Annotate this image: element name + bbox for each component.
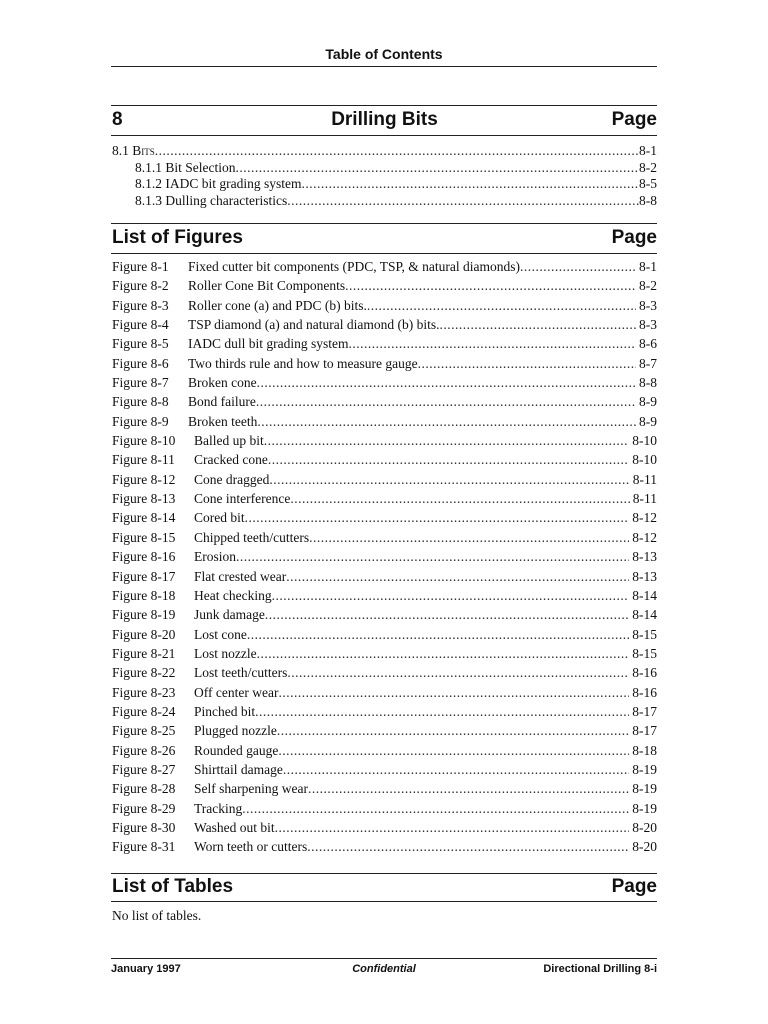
- figure-leader-dots: [309, 530, 629, 546]
- chapter-top-rule: [111, 105, 657, 106]
- figure-page: 8-20: [632, 819, 657, 835]
- figure-leader-dots: [264, 433, 630, 449]
- footer-confidential: Confidential: [352, 963, 416, 975]
- figure-title: Bond failure: [188, 394, 256, 410]
- footer-page: Directional Drilling 8-i: [543, 963, 657, 975]
- figure-leader-dots: [520, 259, 636, 275]
- figure-number: Figure 8-4: [112, 317, 169, 333]
- figure-page: 8-12: [632, 529, 657, 545]
- figure-title: Rounded gauge: [194, 742, 279, 758]
- figure-page: 8-8: [639, 375, 657, 391]
- figure-entry[interactable]: [112, 685, 657, 704]
- figure-leader-dots: [272, 588, 630, 604]
- figure-number: Figure 8-23: [112, 684, 176, 700]
- figure-entry[interactable]: [112, 781, 657, 800]
- figures-list: [112, 259, 657, 859]
- figure-leader-dots: [439, 317, 636, 333]
- figure-leader-dots: [308, 781, 629, 797]
- figure-page: 8-11: [632, 471, 657, 487]
- figure-page: 8-16: [632, 684, 657, 700]
- figure-leader-dots: [418, 356, 636, 372]
- figure-page: 8-3: [639, 317, 657, 333]
- figure-page: 8-17: [632, 723, 657, 739]
- figure-page: 8-6: [639, 336, 657, 352]
- figure-title: Flat crested wear: [194, 568, 287, 584]
- figure-entry[interactable]: [112, 317, 657, 336]
- figure-entry[interactable]: [112, 743, 657, 762]
- figure-number: Figure 8-29: [112, 800, 176, 816]
- figure-entry[interactable]: [112, 665, 657, 684]
- toc-entry-label: 8.1 Bits: [112, 143, 155, 158]
- footer-rule: [111, 958, 657, 959]
- figure-number: Figure 8-7: [112, 375, 169, 391]
- figure-leader-dots: [236, 549, 629, 565]
- figure-title: Junk damage: [194, 607, 265, 623]
- figure-title: Cored bit: [194, 510, 245, 526]
- figure-leader-dots: [277, 723, 629, 739]
- figure-number: Figure 8-8: [112, 394, 169, 410]
- figure-leader-dots: [256, 394, 636, 410]
- figure-title: Balled up bit: [194, 433, 264, 449]
- figure-page: 8-13: [632, 549, 657, 565]
- toc-entry[interactable]: [112, 193, 657, 210]
- figure-page: 8-7: [639, 355, 657, 371]
- figure-title: Cone dragged: [194, 471, 270, 487]
- figure-entry[interactable]: [112, 646, 657, 665]
- figure-number: Figure 8-1: [112, 259, 169, 274]
- figure-entry[interactable]: [112, 375, 657, 394]
- figure-number: Figure 8-24: [112, 703, 176, 719]
- figure-page: 8-2: [639, 278, 657, 294]
- figure-page: 8-18: [632, 742, 657, 758]
- tables-note: No list of tables.: [112, 908, 202, 923]
- figure-number: Figure 8-22: [112, 665, 176, 681]
- figure-title: Broken teeth: [188, 413, 258, 429]
- figure-page: 8-19: [632, 761, 657, 777]
- footer-date: January 1997: [111, 963, 181, 975]
- figure-title: IADC dull bit grading system: [188, 336, 349, 352]
- figure-page: 8-19: [632, 800, 657, 816]
- figure-leader-dots: [268, 452, 629, 468]
- figure-leader-dots: [257, 646, 630, 662]
- tables-page-label: Page: [611, 876, 657, 897]
- figure-entry[interactable]: [112, 298, 657, 317]
- toc-entry[interactable]: [112, 176, 657, 193]
- figure-leader-dots: [278, 743, 629, 759]
- figure-title: Pinched bit: [194, 703, 256, 719]
- figure-page: 8-15: [632, 645, 657, 661]
- figure-page: 8-9: [639, 394, 657, 410]
- figure-page: 8-20: [632, 839, 657, 855]
- figure-number: Figure 8-10: [112, 433, 176, 449]
- toc-entry-page: 8-5: [639, 176, 657, 191]
- figure-page: 8-14: [632, 587, 657, 603]
- figure-number: Figure 8-28: [112, 781, 176, 797]
- toc-entry-page: 8-8: [639, 192, 657, 208]
- tables-top-rule: [111, 873, 657, 874]
- figure-title: TSP diamond (a) and natural diamond (b) bits.: [188, 317, 440, 333]
- figure-entry[interactable]: [112, 433, 657, 452]
- figure-leader-dots: [247, 627, 629, 643]
- chapter-bottom-rule: [111, 135, 657, 136]
- figure-title: Worn teeth or cutters: [194, 839, 308, 855]
- figure-entry[interactable]: [112, 704, 657, 723]
- figure-page: 8-10: [632, 452, 657, 468]
- figure-title: Plugged nozzle: [194, 723, 277, 739]
- figure-number: Figure 8-13: [112, 491, 176, 507]
- figure-page: 8-14: [632, 607, 657, 623]
- figure-title: Washed out bit: [194, 819, 275, 835]
- chapter-number: 8: [112, 109, 123, 130]
- figure-entry[interactable]: [112, 839, 657, 858]
- chapter-title: Drilling Bits: [331, 109, 438, 130]
- figure-title: Cone interference: [194, 491, 291, 507]
- figure-leader-dots: [255, 704, 629, 720]
- toc-leader-dots: [236, 160, 640, 176]
- figure-entry[interactable]: [112, 356, 657, 375]
- figure-entry[interactable]: [112, 607, 657, 626]
- figure-number: Figure 8-20: [112, 626, 176, 642]
- figure-leader-dots: [290, 491, 629, 507]
- figures-bottom-rule: [111, 253, 657, 254]
- figure-entry[interactable]: [112, 530, 657, 549]
- figure-entry[interactable]: [112, 452, 657, 471]
- figure-title: Cracked cone: [194, 452, 268, 468]
- figure-page: 8-3: [639, 297, 657, 313]
- figure-title: Two thirds rule and how to measure gauge: [188, 355, 418, 371]
- figure-entry[interactable]: [112, 278, 657, 297]
- figure-entry[interactable]: [112, 723, 657, 742]
- tables-bottom-rule: [111, 901, 657, 902]
- figure-page: 8-17: [632, 703, 657, 719]
- figure-number: Figure 8-30: [112, 819, 176, 835]
- figure-number: Figure 8-27: [112, 761, 176, 777]
- figure-title: Roller cone (a) and PDC (b) bits.: [188, 297, 367, 313]
- figure-entry[interactable]: [112, 801, 657, 820]
- figure-title: Off center wear: [194, 684, 279, 700]
- figure-number: Figure 8-5: [112, 336, 169, 352]
- figure-page: 8-12: [632, 510, 657, 526]
- figure-title: Chipped teeth/cutters: [194, 529, 310, 545]
- figure-title: Self sharpening wear: [194, 781, 308, 797]
- figure-entry[interactable]: [112, 549, 657, 568]
- figure-entry[interactable]: [112, 820, 657, 839]
- figure-page: 8-15: [632, 626, 657, 642]
- figure-title: Lost teeth/cutters: [194, 665, 288, 681]
- figure-number: Figure 8-19: [112, 607, 176, 623]
- figures-title: List of Figures: [112, 227, 243, 248]
- figure-entry[interactable]: [112, 588, 657, 607]
- figure-title: Broken cone: [188, 375, 257, 391]
- figure-leader-dots: [245, 510, 630, 526]
- figures-top-rule: [111, 223, 657, 224]
- toc-entry-page: 8-2: [639, 159, 657, 175]
- toc-entry-label: 8.1.1 Bit Selection: [135, 159, 236, 175]
- figure-leader-dots: [287, 665, 629, 681]
- figure-number: Figure 8-15: [112, 529, 176, 545]
- toc-leader-dots: [287, 193, 639, 209]
- figure-leader-dots: [345, 278, 636, 294]
- toc-list: [112, 143, 657, 209]
- figure-number: Figure 8-26: [112, 742, 176, 758]
- figure-page: 8-9: [639, 413, 657, 429]
- figure-leader-dots: [278, 685, 629, 701]
- figures-page-label: Page: [611, 227, 657, 248]
- toc-leader-dots: [155, 143, 639, 159]
- figure-leader-dots: [275, 820, 630, 836]
- figure-number: Figure 8-2: [112, 278, 169, 294]
- toc-entry-label: 8.1.3 Dulling characteristics: [135, 192, 288, 208]
- toc-entry-label: 8.1.2 IADC bit grading system: [135, 176, 302, 191]
- toc-entry[interactable]: [112, 160, 657, 177]
- figure-number: Figure 8-14: [112, 510, 176, 526]
- figure-title: Shirttail damage: [194, 761, 283, 777]
- figure-page: 8-11: [632, 491, 657, 507]
- figure-leader-dots: [367, 298, 636, 314]
- figure-number: Figure 8-17: [112, 568, 176, 584]
- figure-entry[interactable]: [112, 472, 657, 491]
- figure-page: 8-10: [632, 433, 657, 449]
- figure-number: Figure 8-18: [112, 587, 176, 603]
- figure-number: Figure 8-31: [112, 839, 176, 855]
- figure-entry[interactable]: [112, 569, 657, 588]
- figure-number: Figure 8-3: [112, 297, 169, 313]
- figure-title: Heat checking: [194, 587, 272, 603]
- figure-leader-dots: [265, 607, 629, 623]
- figure-leader-dots: [349, 336, 637, 352]
- chapter-page-label: Page: [611, 109, 657, 130]
- figure-number: Figure 8-9: [112, 413, 169, 429]
- figure-leader-dots: [307, 839, 629, 855]
- figure-leader-dots: [257, 414, 636, 430]
- page-header-title: Table of Contents: [325, 46, 443, 62]
- figure-entry[interactable]: [112, 336, 657, 355]
- figure-title: Lost nozzle: [194, 645, 257, 661]
- figure-number: Figure 8-12: [112, 471, 176, 487]
- figure-leader-dots: [242, 801, 629, 817]
- figure-number: Figure 8-6: [112, 355, 169, 371]
- header-rule: [111, 66, 657, 67]
- figure-title: Tracking: [194, 800, 243, 816]
- figure-entry[interactable]: [112, 762, 657, 781]
- figure-number: Figure 8-11: [112, 452, 175, 468]
- figure-title: Erosion: [194, 549, 236, 565]
- figure-entry[interactable]: [112, 510, 657, 529]
- figure-number: Figure 8-25: [112, 723, 176, 739]
- figure-number: Figure 8-21: [112, 645, 176, 661]
- figure-page: 8-13: [632, 568, 657, 584]
- toc-entry[interactable]: [112, 143, 657, 160]
- toc-entry-page: 8-1: [639, 143, 657, 158]
- figure-title: Fixed cutter bit components (PDC, TSP, & natural diamonds): [188, 259, 520, 274]
- figure-entry[interactable]: [112, 627, 657, 646]
- figure-leader-dots: [286, 569, 629, 585]
- figure-page: 8-16: [632, 665, 657, 681]
- toc-leader-dots: [302, 176, 640, 192]
- figure-page: 8-1: [639, 259, 657, 274]
- figure-entry[interactable]: [112, 259, 657, 278]
- figure-leader-dots: [257, 375, 636, 391]
- figure-title: Roller Cone Bit Components: [188, 278, 346, 294]
- figure-leader-dots: [269, 472, 629, 488]
- figure-entry[interactable]: [112, 394, 657, 413]
- figure-entry[interactable]: [112, 491, 657, 510]
- figure-title: Lost cone: [194, 626, 247, 642]
- figure-page: 8-19: [632, 781, 657, 797]
- figure-number: Figure 8-16: [112, 549, 176, 565]
- tables-title: List of Tables: [112, 876, 234, 897]
- figure-entry[interactable]: [112, 414, 657, 433]
- figure-leader-dots: [283, 762, 629, 778]
